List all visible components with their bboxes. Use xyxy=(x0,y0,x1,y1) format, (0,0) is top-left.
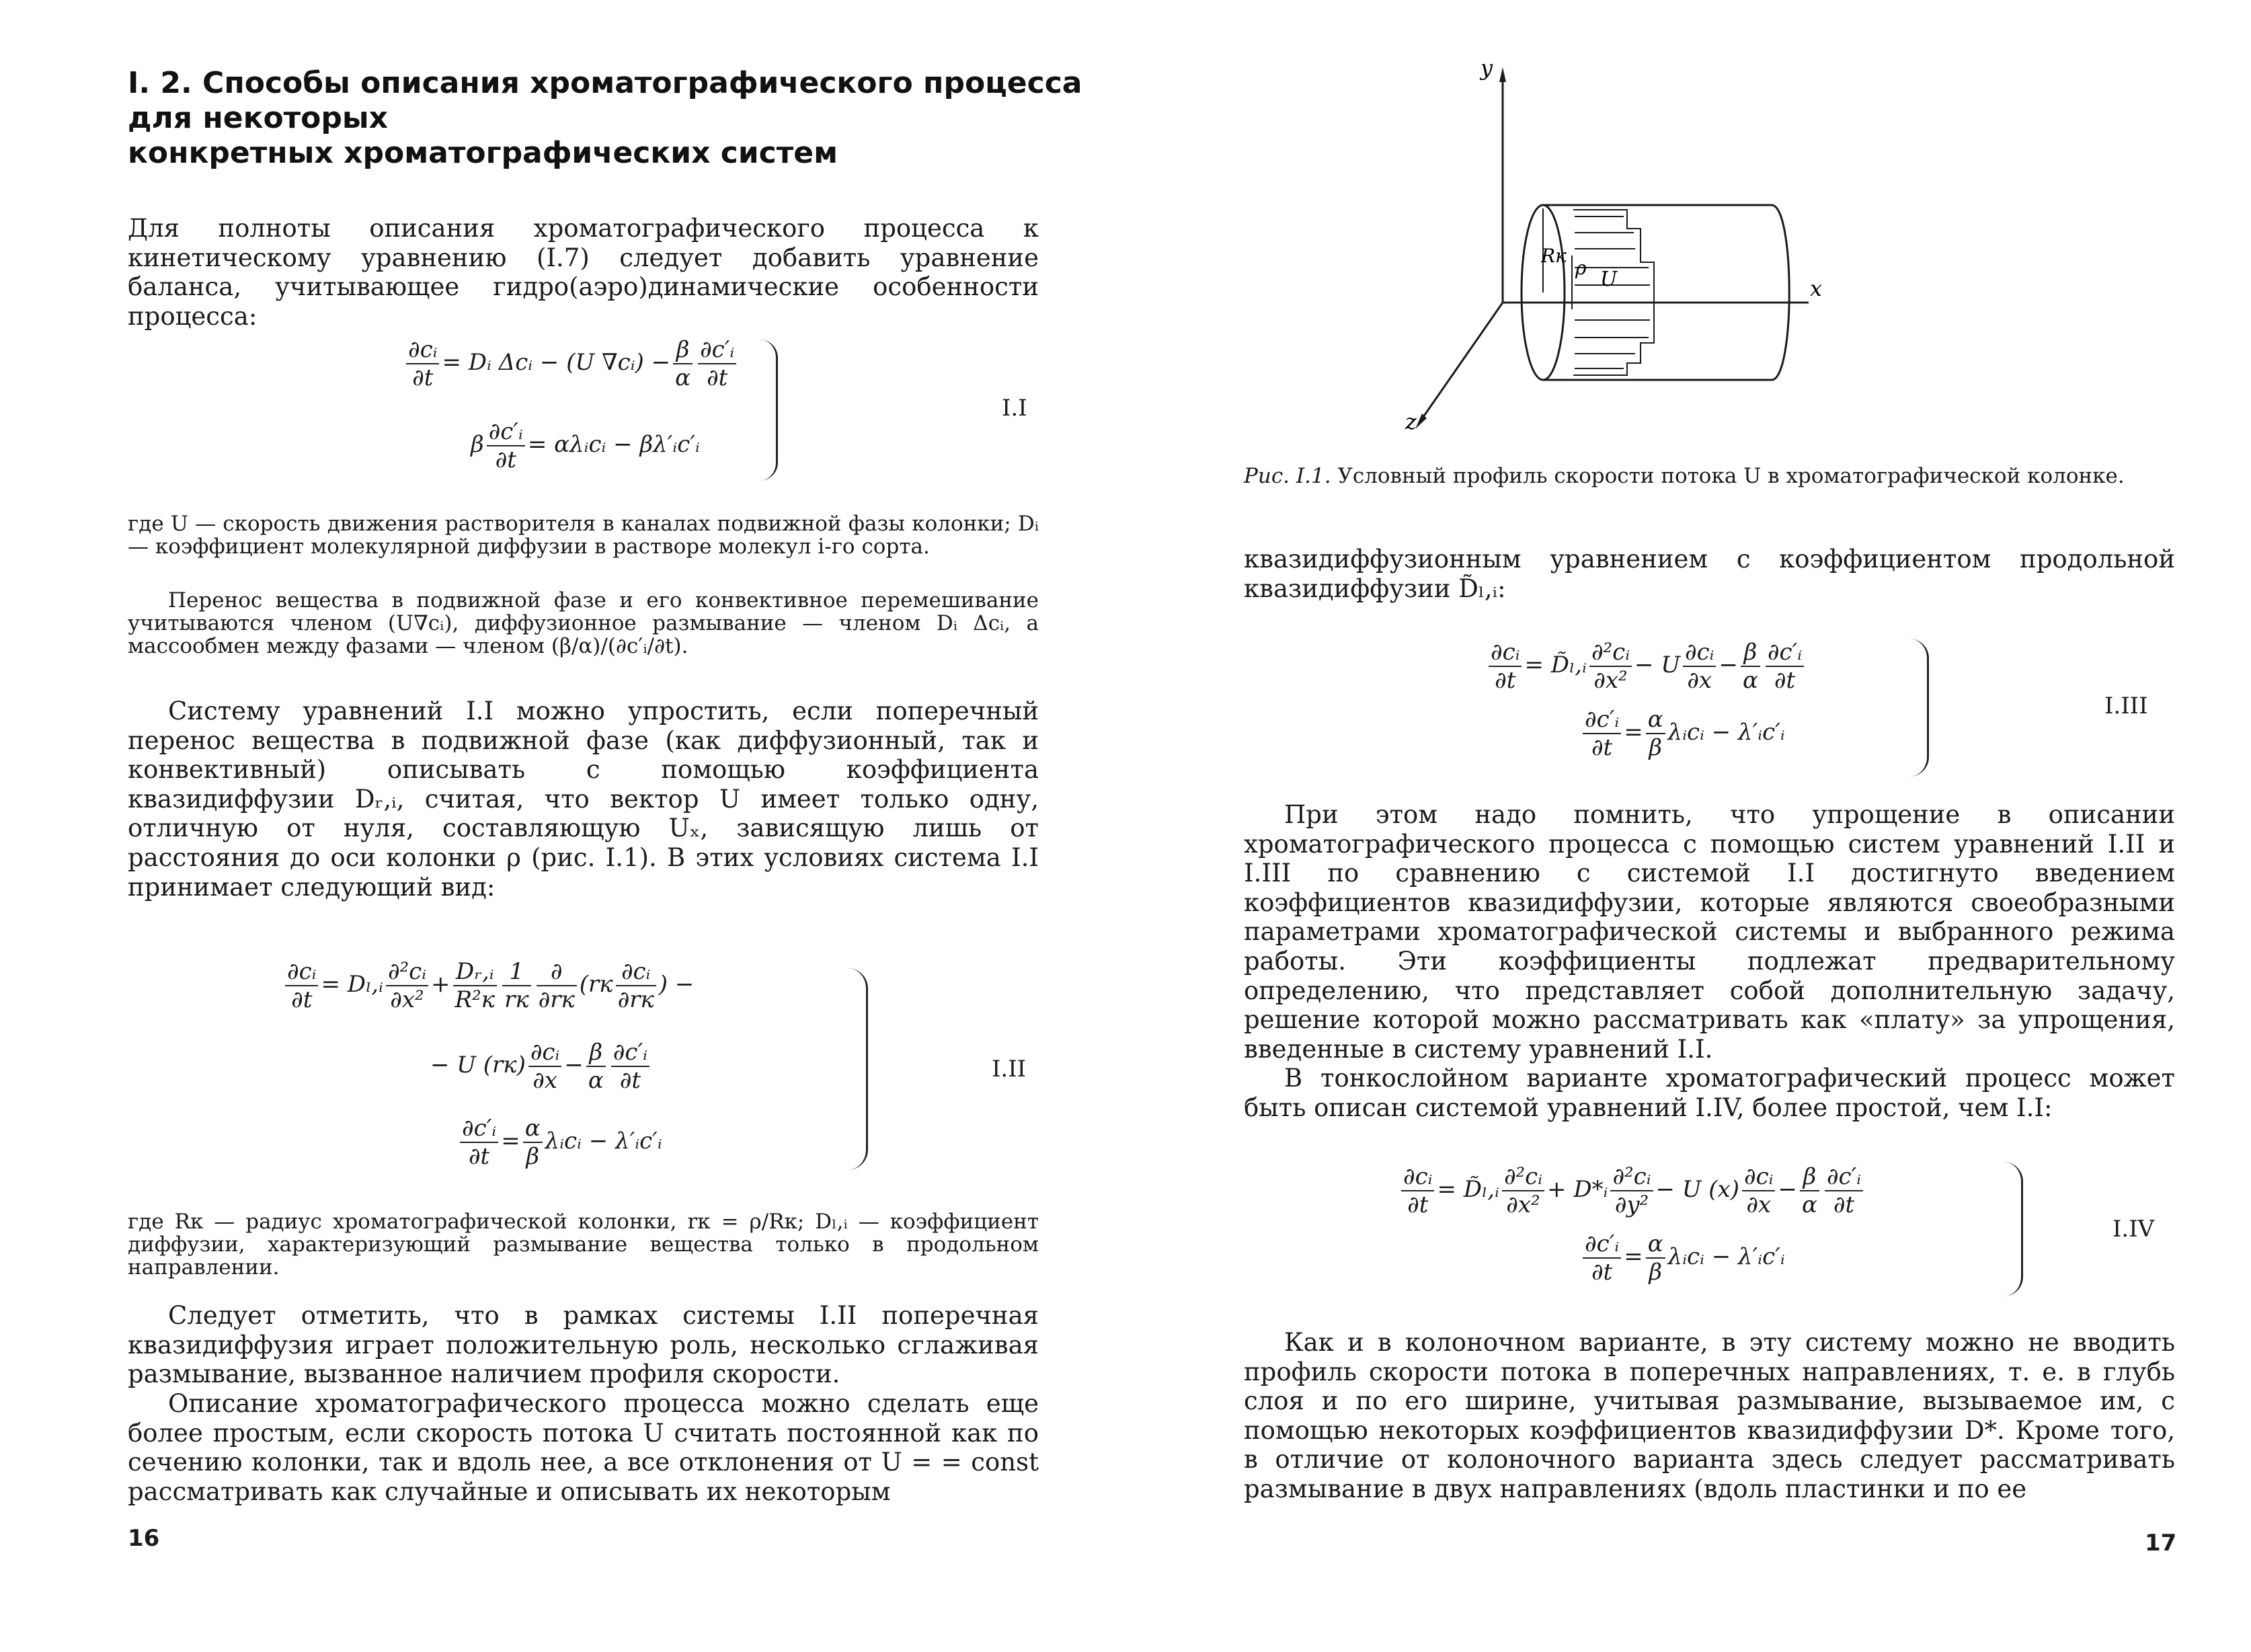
axis-z-line xyxy=(1419,303,1503,424)
axis-y-arrow xyxy=(1499,67,1506,82)
equation-3-row-2: $\frac{\text{∂c′ᵢ}}{\partial t}$ = $\frac{\alpha}{\beta}$ λᵢcᵢ − λ′ᵢc′ᵢ xyxy=(1580,706,1785,761)
page-number-left: 16 xyxy=(128,1525,160,1552)
axis-z-label: z xyxy=(1405,409,1417,434)
heading-line-2: для некоторых xyxy=(128,101,389,135)
paragraph-3: Следует отметить, что в рамках системы I.II поперечная квазидиффузия играет положительную роль, несколько сглаживая размывание, вызванное наличием профиля скорости. xyxy=(128,1301,1039,1389)
note-1: где U — скорость движения растворителя в каналах подвижной фазы колонки; Dᵢ — коэффициент молекулярной диффузии в растворе молекул i-го сорта. xyxy=(128,512,1039,559)
right-paragraph-2: При этом надо помнить, что упрощение в описании хроматографического процесса с помощью систем уравнений I.II и I.III по сравнению с системой I.I достигнуто введением коэффициентов квазидиффузии, которые являются своеобразными параметрами хроматографической системы и выбранного режима работы. Эти коэффициенты подлежат предварительному определению, что представляет собой дополнительную задачу, решение которой можно рассматривать как «плату» за упрощения, введенные в систему уравнений I.I. xyxy=(1244,800,2175,1064)
section-heading xyxy=(128,66,1082,171)
equation-1-brace xyxy=(760,340,778,481)
column-back-arc xyxy=(1772,205,1789,380)
figure-column-velocity-profile xyxy=(1398,61,1829,437)
figure-caption xyxy=(1244,464,2175,488)
equation-2-label: I.II xyxy=(992,1056,1027,1083)
right-paragraph-4: Как и в колоночном варианте, в эту систему можно не вводить профиль скорости потока в поперечных направлениях, т. е. в глубь слоя и по его ширине, учитывая размывание, вызываемое им, с помощью некоторых коэффициентов квазидиффузии D*. Кроме того, в отличие от колоночного варианта здесь следует рассматривать размывание в двух направлениях (вдоль пластинки и по ее xyxy=(1244,1328,2175,1503)
right-paragraph-1: квазидиффузионным уравнением с коэффициентом продольной квазидиффузии D̃ₗ,ᵢ: xyxy=(1244,545,2175,603)
equation-3-row-1: $\frac{\text{∂cᵢ}}{\partial t}$ = D̃ₗ,ᵢ $\frac{\text{∂²cᵢ}}{\text{∂x²}}$ − U $\frac{\text{∂cᵢ}}{\partial x}$ − $\frac{\beta}{\alpha}$ $\frac{\text{∂c′ᵢ}}{\partial t}$ xyxy=(1486,639,1807,694)
equation-4-brace xyxy=(2004,1162,2023,1296)
equation-2-row-1: $\frac{\text{∂cᵢ}}{\partial t}$ = Dₗ,ᵢ $\frac{\text{∂²cᵢ}}{\text{∂x²}}$ + $\frac{\text{Dᵣ,ᵢ}}{\text{R²к}}$ $\frac{1}{rк}$ $\frac{\partial}{\partial rк}$ (rк $\frac{\text{∂cᵢ}}{\partial rк}$ ) − xyxy=(282,958,694,1013)
left-page xyxy=(0,0,1116,1652)
axis-y-label: y xyxy=(1480,61,1493,81)
figure-caption-text: Условный профиль скорости потока U в хроматографической колонке. xyxy=(1337,464,2125,488)
paragraph-4: Описание хроматографического процесса можно сделать еще более простым, если скорость потока U считать постоянной как по сечению колонки, так и вдоль нее, а все отклонения от U = = const рассматривать как случайные и описывать их некоторым xyxy=(128,1389,1039,1506)
heading-line-3: конкретных хроматографических систем xyxy=(128,136,838,170)
note-2: Перенос вещества в подвижной фазе и его конвективное перемешивание учитываются членом (U∇cᵢ), диффузионное размывание — членом Dᵢ Δcᵢ, а массообмен между фазами — членом (β/α)/(∂c′ᵢ/∂t). xyxy=(128,588,1039,658)
equation-2-brace xyxy=(847,968,868,1170)
equation-4-row-1: $\frac{\text{∂cᵢ}}{\partial t}$ = D̃ₗ,ᵢ $\frac{\text{∂²cᵢ}}{\text{∂x²}}$ + D*ᵢ $\frac{\text{∂²cᵢ}}{\text{∂y²}}$ − U (x) $\frac{\text{∂cᵢ}}{\partial x}$ − $\frac{\beta}{\alpha}$ $\frac{\text{∂c′ᵢ}}{\partial t}$ xyxy=(1398,1163,1866,1218)
figure-caption-lead: Рис. I.1. xyxy=(1244,464,1331,488)
equation-2-row-3: $\frac{\text{∂c′ᵢ}}{\partial t}$ = $\frac{\alpha}{\beta}$ λᵢcᵢ − λ′ᵢc′ᵢ xyxy=(457,1115,662,1170)
page-number-right: 17 xyxy=(2145,1530,2177,1557)
paragraph-2: Систему уравнений I.I можно упростить, если поперечный перенос вещества в подвижной фазе (как диффузионный, так и конвективный) описывать с помощью коэффициента квазидиффузии Dᵣ,ᵢ, считая, что вектор U имеет только одну, отличную от нуля, составляющую Uₓ, зависящую лишь от расстояния до оси колонки ρ (рис. I.1). В этих условиях система I.I принимает следующий вид: xyxy=(128,697,1039,902)
equation-4-label: I.IV xyxy=(2112,1216,2155,1243)
axis-x-label: x xyxy=(1810,276,1823,301)
radius-label: Rк xyxy=(1541,245,1567,267)
equation-4-row-2: $\frac{\text{∂c′ᵢ}}{\partial t}$ = $\frac{\alpha}{\beta}$ λᵢcᵢ − λ′ᵢc′ᵢ xyxy=(1580,1230,1785,1286)
equation-1-label: I.I xyxy=(1002,395,1027,422)
equation-1-row-1: $\frac{\text{∂cᵢ}}{\partial t}$ = Dᵢ Δcᵢ − (U ∇cᵢ) − $\frac{\beta}{\alpha}$ $\frac{\text{∂c′ᵢ}}{\partial t}$ xyxy=(403,336,739,391)
velocity-arrows xyxy=(1575,217,1651,368)
velocity-label: U xyxy=(1600,268,1618,291)
velocity-profile-outline xyxy=(1573,210,1654,375)
equation-1-row-2: β $\frac{\text{∂c′ᵢ}}{\partial t}$ = αλᵢcᵢ − βλ′ᵢc′ᵢ xyxy=(471,418,700,473)
equation-2-row-2: − U (rк) $\frac{\text{∂cᵢ}}{\partial x}$ − $\frac{\beta}{\alpha}$ $\frac{\text{∂c′ᵢ}}{\partial t}$ xyxy=(430,1039,652,1094)
right-paragraph-3: В тонкослойном варианте хроматографический процесс может быть описан системой уравнений I.IV, более простой, чем I.I: xyxy=(1244,1064,2175,1122)
equation-3-label: I.III xyxy=(2104,693,2148,719)
paragraph-1: Для полноты описания хроматографического процесса к кинетическому уравнению (I.7) следует добавить уравнение баланса, учитывающее гидро(аэро)динамические особенности процесса: xyxy=(128,214,1039,331)
equation-3-brace xyxy=(1909,639,1929,777)
heading-line-1: I. 2. Способы описания хроматографического процесса xyxy=(128,66,1082,100)
right-page xyxy=(1136,0,2251,1652)
rho-label: ρ xyxy=(1575,257,1587,279)
note-3: где Rк — радиус хроматографической колонки, rк = ρ/Rк; Dₗ,ᵢ — коэффициент диффузии, характеризующий размывание вещества только в продольном направлении. xyxy=(128,1210,1039,1280)
